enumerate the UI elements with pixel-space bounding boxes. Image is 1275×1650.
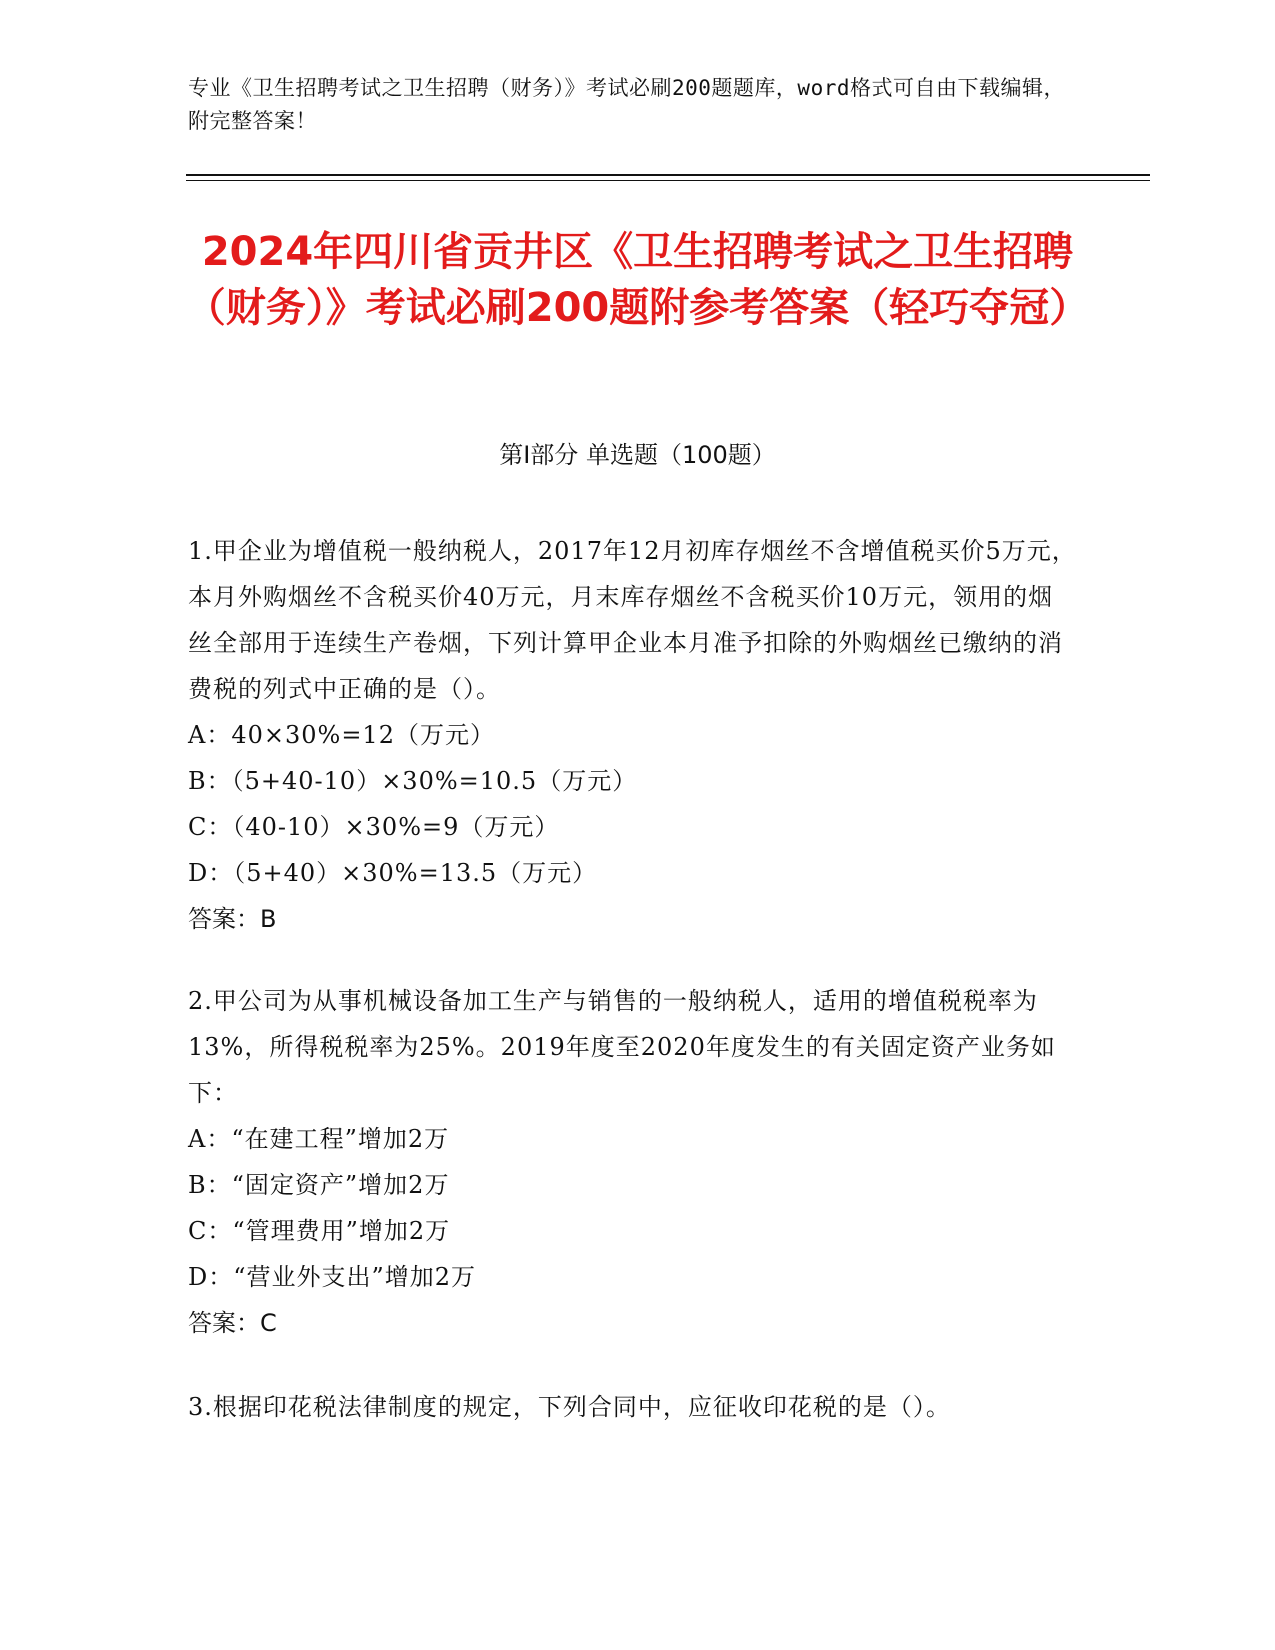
option-d: D：“营业外支出”增加2万 — [188, 1263, 477, 1291]
answer: 答案：B — [188, 905, 277, 933]
answer: 答案：C — [188, 1309, 277, 1337]
header-divider-thick — [186, 174, 1150, 176]
option-a: A：“在建工程”增加2万 — [188, 1125, 450, 1153]
option-c: C：“管理费用”增加2万 — [188, 1217, 451, 1245]
header-divider-thin — [186, 180, 1150, 181]
section-title: 第Ⅰ部分 单选题（100题） — [499, 441, 776, 469]
question-stem: 3.根据印花税法律制度的规定，下列合同中，应征收印花税的是（）。 — [188, 1393, 951, 1421]
document-title: 2024年四川省贡井区《卫生招聘考试之卫生招聘（财务）》考试必刷200题附参考答案（轻巧夺冠） — [185, 229, 1090, 331]
option-d: D：（5+40）×30%=13.5（万元） — [188, 859, 598, 887]
option-c: C：（40-10）×30%=9（万元） — [188, 813, 560, 841]
question-stem: 2.甲公司为从事机械设备加工生产与销售的一般纳税人，适用的增值税税率为13%，所得税税率为25%。2019年度至2020年度发生的有关固定资产业务如下： — [188, 987, 1056, 1107]
question-2 — [188, 978, 1078, 1346]
option-b: B：（5+40-10）×30%=10.5（万元） — [188, 767, 638, 795]
question-1 — [188, 528, 1078, 942]
option-a: A：40×30%=12（万元） — [188, 721, 495, 749]
option-b: B：“固定资产”增加2万 — [188, 1171, 450, 1199]
question-3 — [188, 1384, 1078, 1430]
header-note: 专业《卫生招聘考试之卫生招聘（财务）》考试必刷200题题库，word格式可自由下载编辑，附完整答案！ — [188, 76, 1065, 133]
question-stem: 1.甲企业为增值税一般纳税人，2017年12月初库存烟丝不含增值税买价5万元，本月外购烟丝不含税买价40万元，月末库存烟丝不含税买价10万元，领用的烟丝全部用于连续生产卷烟，下列计算甲企业本月准予扣除的外购烟丝已缴纳的消费税的列式中正确的是（）。 — [188, 537, 1077, 703]
